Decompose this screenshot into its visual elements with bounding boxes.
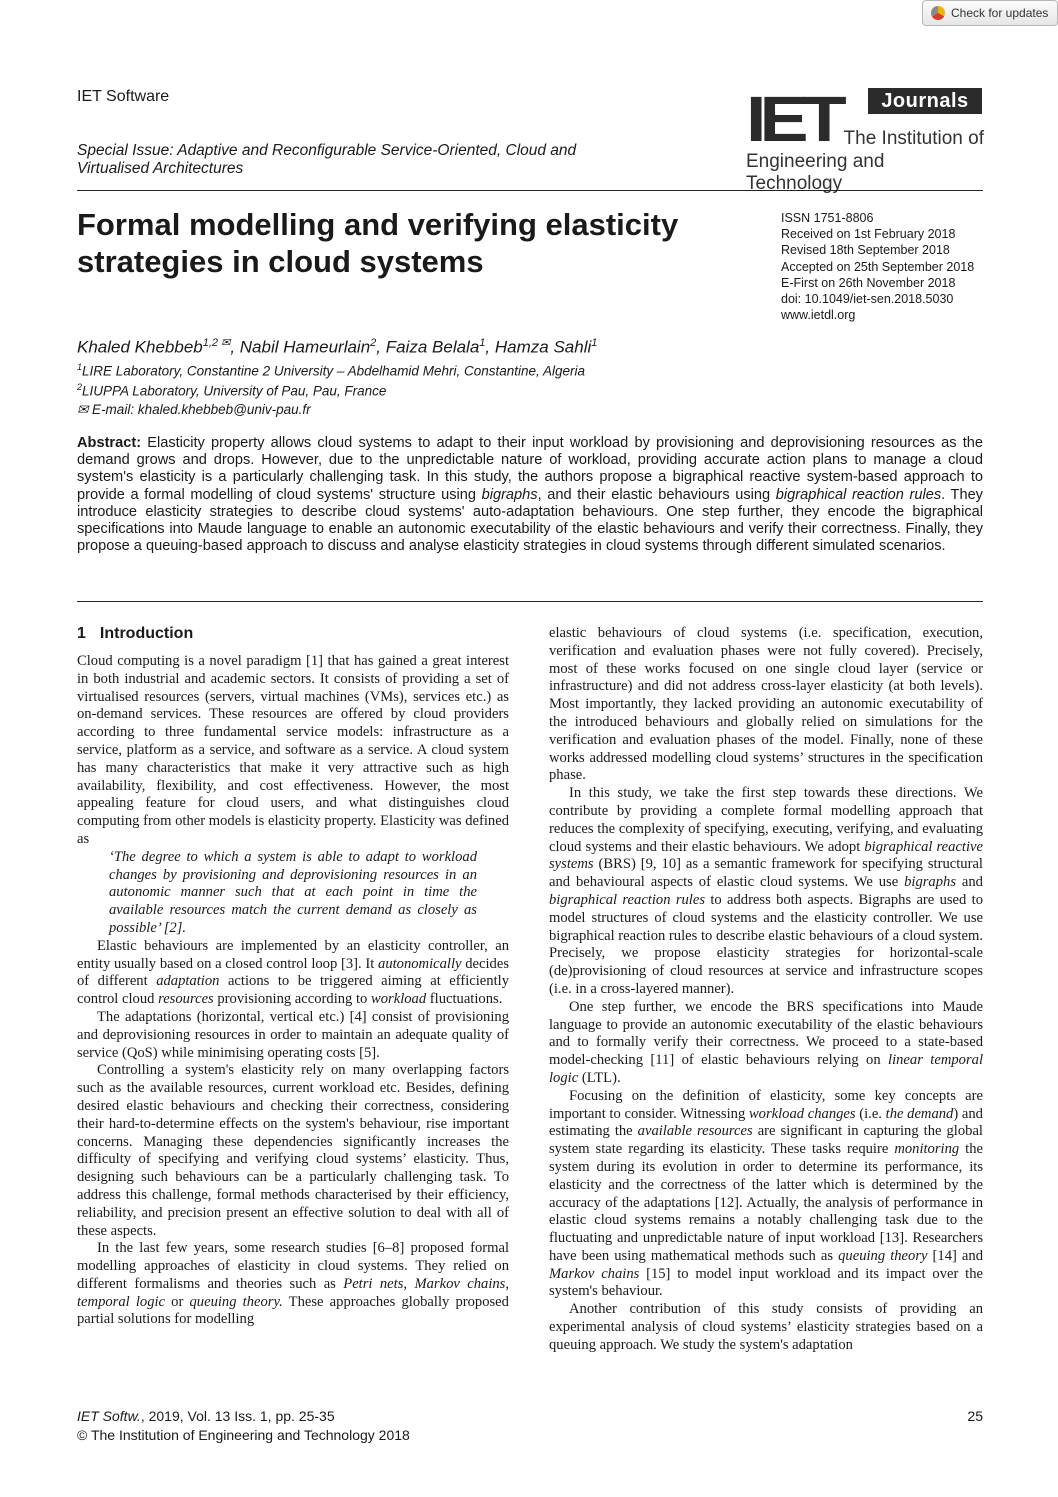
institution-line-1: The Institution of: [843, 128, 984, 149]
author-affiliation-mark: 1: [591, 337, 598, 349]
section-number: 1: [77, 625, 86, 642]
text-run: [15] to model input workload and its impact over the system's behaviour.: [549, 1265, 983, 1300]
text-run: and: [956, 874, 983, 891]
text-run: In the last few years, some research studies [6–8] proposed formal modelling approaches of elasticity in cloud systems. They relied on different formalisms and theories such as: [77, 1240, 509, 1292]
text-run: are significant in capturing the global system state regarding its elasticity. These tasks require: [549, 1123, 983, 1158]
text-run: [14] and: [927, 1247, 984, 1264]
header-divider: [77, 190, 983, 191]
text-run: [2].: [160, 919, 187, 936]
special-issue: Special Issue: Adaptive and Reconfigurable Service-Oriented, Cloud and Virtualised Architectures: [77, 142, 577, 177]
text-run: (BRS) [9, 10] as a semantic framework for specifying structural and behavioural aspects of elastic cloud systems. We use: [549, 856, 983, 891]
emphasis-text: bigraphs: [904, 874, 957, 891]
text-run: (i.e.: [855, 1105, 886, 1122]
author-affiliation-mark: 2: [370, 337, 377, 349]
emphasis-text: Markov chains: [549, 1265, 640, 1282]
body-paragraph: [549, 999, 983, 1088]
body-paragraph: [77, 938, 509, 1009]
emphasis-text: Markov chains: [414, 1275, 506, 1292]
emphasis-text: adaptation: [156, 973, 220, 990]
author-name: Hamza Sahli: [494, 337, 592, 357]
emphasis-text: bigraphical reaction rules: [549, 891, 706, 908]
article-metadata: [781, 210, 974, 323]
text-run: actions to be triggered aiming at efficiently control cloud: [77, 973, 509, 1008]
iet-logo-mark: IET: [746, 83, 840, 155]
body-paragraph: [549, 1301, 983, 1354]
body-paragraph: [549, 625, 983, 785]
author-list: Khaled Khebbeb$^{1,2 ✉}$, Nabil Hameurlain$^2$, Faiza Belala$^1$, Hamza Sahli$^1$: [77, 337, 598, 357]
section-title: Introduction: [99, 625, 194, 642]
body-paragraph: [77, 1009, 509, 1062]
text-run: fluctuations.: [426, 991, 503, 1008]
text-run: decides of different: [77, 955, 509, 990]
emphasis-text: bigraphical reaction rules: [775, 486, 942, 503]
meta-doi[interactable]: doi: 10.1049/iet-sen.2018.5030: [781, 292, 954, 307]
journal-abbreviation: IET Softw.: [77, 1408, 141, 1424]
author-name: Khaled Khebbeb: [77, 337, 203, 357]
footer-citation: [77, 1408, 335, 1424]
footer-copyright: © The Institution of Engineering and Technology 2018: [77, 1427, 410, 1443]
emphasis-text: available resources: [637, 1123, 753, 1140]
journal-name: IET Software: [77, 88, 170, 105]
text-run: the system during its evolution in order to determine its performance, its elasticity and the correctness of the latter which is determined by the accuracy of the adaptations [12]. Actually, the analysis of performance in elastic cloud systems remains a notably challenging task due to the fluctuating and unpredictable nature of input workload [13]. Researchers have been using mathematical methods such as: [549, 1141, 983, 1264]
page-number: 25: [967, 1408, 983, 1424]
journals-label: Journals: [868, 88, 982, 114]
meta-received: Received on 1st February 2018: [781, 227, 956, 242]
text-run: One step further, we encode the BRS specifications into Maude language to provide an autonomic executability of the elastic behaviours and to formally verify their correctness. We proceed to a state-based model-checking [11] of elastic behaviours relying on: [549, 998, 983, 1069]
text-run: In this study, we take the first step towards these directions. We contribute by providing a complete formal modelling approach that reduces the complexity of specifying, executing, verifying, and evaluating cloud systems and their elastic behaviours. We adopt: [549, 785, 983, 855]
text-run: provisioning according to: [213, 991, 371, 1008]
affiliation-text: LIUPPA Laboratory, University of Pau, Pau, France: [82, 383, 387, 399]
body-paragraph: [77, 653, 509, 849]
author-affiliation-mark: 1: [479, 337, 486, 349]
text-run: , and their elastic behaviours using: [537, 486, 776, 503]
abstract-divider: [77, 601, 983, 602]
body-paragraph: [77, 1062, 509, 1240]
abstract-text: [77, 435, 983, 554]
body-column-left: [77, 653, 509, 1329]
emphasis-text: workload: [371, 991, 427, 1008]
corresponding-email[interactable]: ✉ E-mail: khaled.khebbeb@univ-pau.fr: [77, 402, 311, 417]
emphasis-text: the demand: [885, 1105, 954, 1122]
text-run: Elastic behaviours are implemented by an elasticity controller, an entity usually based on a closed control loop [3]. It: [77, 937, 509, 972]
emphasis-text: linear temporal logic: [549, 1052, 983, 1086]
text-run: Another contribution of this study consists of providing an experimental analysis of cloud systems’ elasticity strategies based on a queuing approach. We study the system's adaptation: [549, 1301, 983, 1353]
affiliation-text: LIRE Laboratory, Constantine 2 University – Abdelhamid Mehri, Constantine, Algeria: [82, 363, 586, 379]
meta-website[interactable]: www.ietdl.org: [781, 308, 856, 323]
body-paragraph: [77, 1240, 509, 1329]
meta-accepted: Accepted on 25th September 2018: [781, 259, 975, 274]
body-column-right: [549, 625, 983, 1355]
affiliation-1: [77, 362, 585, 379]
emphasis-text: Petri nets: [343, 1275, 404, 1292]
author-name: Nabil Hameurlain: [239, 337, 371, 357]
abstract: [77, 435, 983, 555]
institution-line-2: Engineering and Technology: [746, 151, 885, 194]
text-run: Cloud computing is a novel paradigm [1] that has gained a great interest in both industrial and academic sectors. It consists of providing a set of virtualised resources (servers, virtual machines (VMs), services etc.) as on-demand services. These resources are offered by cloud providers according to three fundamental service models: infrastructure as a service, platform as a service, and software as a service. A cloud system has many characteristics that make it very attractive such as high availability, flexibility, and cost effectiveness. However, the most appealing feature for cloud users, and what distinguishes cloud computing from other models is elasticity property. Elasticity was defined as: [77, 653, 509, 847]
article-title: Formal modelling and verifying elasticity strategies in cloud systems: [77, 207, 679, 279]
block-quote: [109, 849, 477, 938]
emphasis-text: bigraphical reactive systems: [549, 838, 983, 873]
text-run: Controlling a system's elasticity rely on many overlapping factors such as the available resources, current workload etc. Besides, defining desired elastic behaviours and checking their correctness, considering their hard-to-determine effects on the system's behaviour, rise important concerns. Managing these dependencies significantly increases the difficulty of specifying and verifying cloud systems’ elasticity. Thus, designing such behaviours can be a particularly challenging task. To address this challenge, formal methods characterised by their efficiency, reliability, and precision present an effective solution to deal with all of these aspects.: [77, 1062, 509, 1239]
text-run: These approaches globally proposed partial solutions for modelling: [77, 1293, 509, 1328]
text-run: to address both aspects. Bigraphs are used to model structures of cloud systems and the elasticity controller. We use bigraphical reaction rules to describe elastic behaviours of a cloud system. Precisely, we propose elasticity strategies for horizontal-scale (de)provisioning of cloud resources at service and infrastructure scopes (i.e. in a cross-layered manner).: [549, 891, 984, 997]
text-run: ,: [505, 1275, 510, 1292]
citation-details: , 2019, Vol. 13 Iss. 1, pp. 25-35: [140, 1408, 335, 1424]
check-for-updates-label: Check for updates: [951, 6, 1049, 20]
text-run: or: [165, 1293, 190, 1310]
emphasis-text: resources: [158, 991, 214, 1008]
emphasis-text: bigraphs: [481, 486, 538, 503]
emphasis-text: temporal logic: [77, 1293, 166, 1310]
check-for-updates-button[interactable]: [922, 0, 1058, 26]
emphasis-text: workload changes: [748, 1105, 856, 1122]
author-affiliation-mark: 1,2 ✉: [202, 337, 231, 349]
emphasis-text: ‘The degree to which a system is able to adapt to workload changes by provisioning and deprovisioning resources in an autonomic manner such that at each point in time the available resources match the current demand as closely as possible’: [109, 848, 477, 936]
body-paragraph: [549, 1088, 983, 1302]
author-name: Faiza Belala: [385, 337, 480, 357]
meta-revised: Revised 18th September 2018: [781, 243, 950, 258]
abstract-label: Abstract:: [77, 435, 142, 451]
text-run: (LTL).: [578, 1069, 621, 1086]
text-run: The adaptations (horizontal, vertical etc.) [4] consist of provisioning and deprovisioning resources in order to maintain an adequate quality of service (QoS) while minimising operating costs [5].: [77, 1008, 509, 1061]
text-run: ,: [403, 1275, 415, 1292]
section-heading: [77, 625, 193, 643]
affiliation-number: 2: [77, 382, 83, 392]
emphasis-text: monitoring: [894, 1141, 960, 1158]
emphasis-text: queuing theory: [838, 1247, 928, 1264]
affiliation-2: [77, 382, 386, 399]
text-run: Focusing on the definition of elasticity, some key concepts are important to consider. Witnessing: [549, 1087, 983, 1122]
meta-efirst: E-First on 26th November 2018: [781, 275, 956, 290]
text-run: ) and estimating the: [549, 1105, 983, 1140]
emphasis-text: autonomically: [378, 955, 462, 972]
body-paragraph: [549, 785, 983, 999]
text-run: Elasticity property allows cloud systems to adapt to their input workload by provisioning and deprovisioning resources as the demand grows and drops. However, due to the unpredictable nature of workload, providing accurate action plans to manage a cloud system's elasticity is a particularly challenging task. In this study, the authors propose a bigraphical reactive system-based approach to provide a formal modelling of cloud systems' structure using: [77, 435, 983, 503]
text-run: . They introduce elasticity strategies to describe cloud systems' auto-adaptation behaviours. One step further, they encode the bigraphical specifications into Maude language to enable an autonomic executability of the elastic behaviours and verify their correctness. Finally, they propose a queuing-based approach to discuss and analyse elasticity strategies in cloud systems through different simulated scenarios.: [77, 486, 983, 555]
emphasis-text: queuing theory.: [189, 1293, 283, 1310]
meta-issn: ISSN 1751-8806: [781, 211, 874, 225]
affiliation-number: 1: [77, 362, 83, 372]
crossmark-icon: [931, 6, 945, 20]
text-run: elastic behaviours of cloud systems (i.e. specification, execution, verification and evaluation phases were not fully covered). Precisely, most of these works focused on one single cloud layer (service or infrastructure) and did not address cross-layer elasticity (at both levels). Most importantly, they lacked providing an autonomic executability of the introduced behaviours and globally relied on simulations for the verification and evaluation phases of the model. Finally, none of these works addressed modelling cloud systems’ structures in the specification phase.: [549, 625, 983, 784]
iet-journals-logo: [746, 83, 984, 194]
